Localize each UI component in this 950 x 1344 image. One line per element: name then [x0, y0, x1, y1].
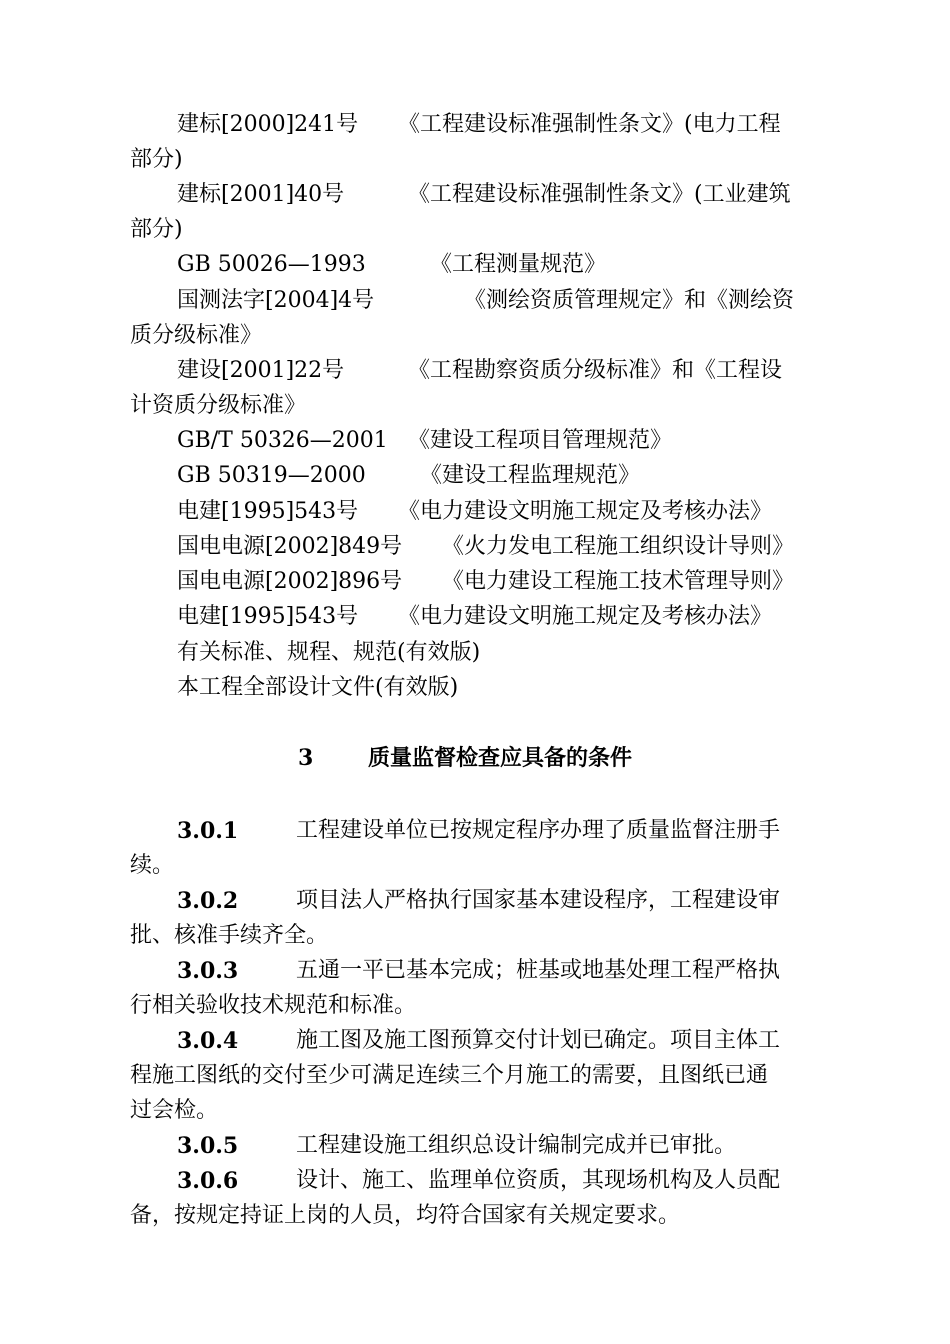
reference-code: 电建[1995]543号 — [177, 499, 359, 524]
clause-number: 3.0.4 — [177, 1028, 239, 1054]
reference-code: 建标[2001]40号 — [177, 182, 345, 207]
clause-number: 3.0.6 — [177, 1168, 239, 1194]
clause-number: 3.0.3 — [177, 958, 239, 984]
clause-text: 施工图及施工图预算交付计划已确定。项目主体工 — [296, 1028, 781, 1053]
reference-title: 《工程测量规范》 — [430, 252, 607, 277]
clause-number: 3.0.1 — [177, 818, 239, 844]
reference-continuation: 部分) — [130, 147, 183, 172]
reference-code: 国测法字[2004]4号 — [177, 288, 375, 313]
reference-title: 《电力建设文明施工规定及考核办法》 — [398, 499, 773, 524]
clause-text: 设计、施工、监理单位资质，其现场机构及人员配 — [296, 1168, 781, 1193]
reference-item: 本工程全部设计文件(有效版) — [177, 675, 459, 700]
reference-title: 《测绘资质管理规定》和《测绘资 — [464, 288, 795, 313]
clause-continuation: 续。 — [130, 853, 175, 878]
reference-code: 国电电源[2002]849号 — [177, 534, 403, 559]
clause-continuation: 备，按规定持证上岗的人员，均符合国家有关规定要求。 — [130, 1203, 681, 1228]
reference-code: 建标[2000]241号 — [177, 112, 359, 137]
reference-code: 电建[1995]543号 — [177, 604, 359, 629]
clause-number: 3.0.5 — [177, 1133, 239, 1159]
clause-continuation: 过会检。 — [130, 1098, 219, 1123]
reference-code: GB 50319—2000 — [177, 463, 366, 488]
reference-continuation: 质分级标准》 — [130, 323, 263, 348]
clause-continuation: 程施工图纸的交付至少可满足连续三个月施工的需要，且图纸已通 — [130, 1063, 769, 1088]
reference-code: 国电电源[2002]896号 — [177, 569, 403, 594]
reference-continuation: 部分) — [130, 217, 183, 242]
reference-title: 《工程勘察资质分级标准》和《工程设 — [408, 358, 783, 383]
reference-continuation: 计资质分级标准》 — [130, 393, 307, 418]
clause-text: 项目法人严格执行国家基本建设程序，工程建设审 — [296, 888, 781, 913]
clause-continuation: 批、核准手续齐全。 — [130, 923, 329, 948]
reference-title: 《建设工程项目管理规范》 — [408, 428, 673, 453]
clause-number: 3.0.2 — [177, 888, 239, 914]
reference-title: 《工程建设标准强制性条文》(电力工程 — [398, 112, 781, 137]
clause-text: 五通一平已基本完成；桩基或地基处理工程严格执 — [296, 958, 781, 983]
reference-title: 《电力建设工程施工技术管理导则》 — [442, 569, 795, 594]
reference-title: 《建设工程监理规范》 — [420, 463, 641, 488]
reference-code: GB 50026—1993 — [177, 252, 366, 277]
reference-title: 《电力建设文明施工规定及考核办法》 — [398, 604, 773, 629]
reference-title: 《火力发电工程施工组织设计导则》 — [442, 534, 795, 559]
clause-continuation: 行相关验收技术规范和标准。 — [130, 993, 417, 1018]
reference-title: 《工程建设标准强制性条文》(工业建筑 — [408, 182, 791, 207]
reference-item: 有关标准、规程、规范(有效版) — [177, 640, 481, 665]
section-title: 质量监督检查应具备的条件 — [368, 745, 633, 771]
reference-code: GB/T 50326—2001 — [177, 428, 388, 453]
clause-text: 工程建设单位已按规定程序办理了质量监督注册手 — [296, 818, 781, 843]
reference-code: 建设[2001]22号 — [177, 358, 345, 383]
section-number: 3 — [298, 745, 314, 771]
clause-text: 工程建设施工组织总设计编制完成并已审批。 — [296, 1133, 737, 1158]
